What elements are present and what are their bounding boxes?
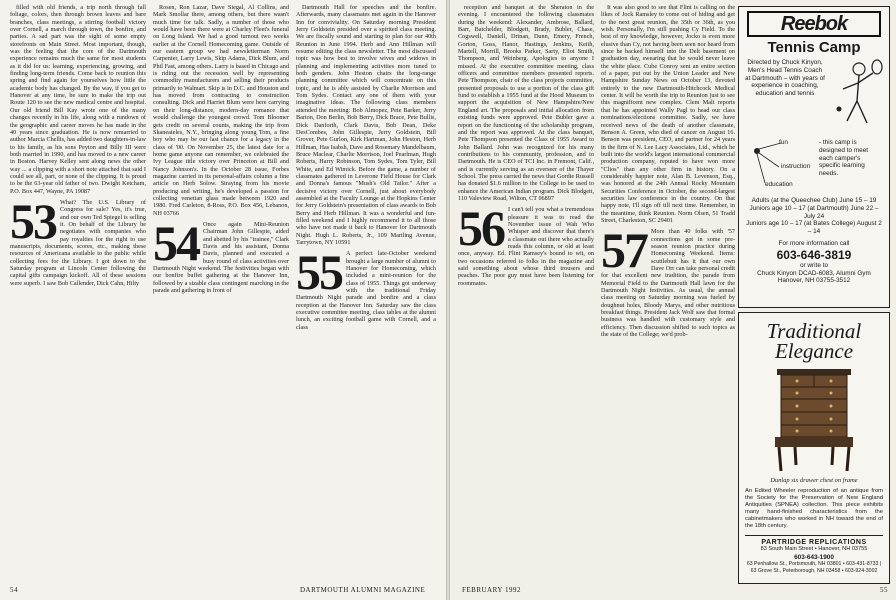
reebok-tennis-camp-ad (738, 6, 890, 308)
class-1956-section (458, 200, 594, 287)
class-notes-text: A perfect late-October weekend brought a large number of alumni to Hanover for Homecoming, which included a mini-reunion for the class of 1955. Things got underway with the traditional Friday Dartmouth Night parade and bonfire and a class reception at the Hanover Inn. Saturday saw the class executive committee meeting, class tables at the alumni lunch, an exciting football game with Cornell, and a class (296, 250, 436, 331)
left-column-1 (10, 4, 146, 579)
class-year-number: 57 (601, 222, 647, 279)
class-year-number: 55 (296, 244, 342, 301)
class-1957-section (601, 222, 735, 339)
class-notes-text: What? The U.S. Library of Congress for sale? Yes, it's true, and our own Ted Spiegel is selling it. On behalf of the Library he negotiates with companies who pay royalties for the right to use manuscripts, documents, scores, etc., making these resources of Americana available to the public while collecting fees for the Library. I got down to the Saturday program at Lincoln Center following the capital gifts campaign kickoff. All of these sessions were superb. I saw Bob Callender, Dick Cahn, Hilty (10, 198, 146, 287)
class-notes-text: More than 40 folks with '57 connections got in some pre-season reunion practice during Homecoming Weekend. Items: scuttlebutt has it that our own Dave Orr can take personal credit for that excellent new tradition, the parade from Memorial Field to the Dartmouth Hall lawn for the Dartmouth Night festivities. As usual, the annual class meeting on Saturday morning was fueled by doughnut holes, Bloody Marys, and other nutritious breakfast things. President Jack Wolf saw that formal business was handled with customary style and efficiency. Then discussion shifted to such topics as the state of the College; we'd prob- (601, 228, 735, 339)
chest-of-drawers-illustration (759, 365, 869, 477)
left-column-3 (296, 4, 436, 579)
class-notes-text: It was also good to see that Flint is calling on the likes of Jock Ramsley to come out of hiding and get to the next great reunion, the 35th or 36th, as you wish. Personally, I'm still pushing Cy Field. To the best of my knowledge, however, Jocko is even more elusive than Cy, not having been seen nor heard from since he backed himself into the Delt basement on graduation day, swearing that he would never leave the white place. Cube Conroy sent an entire section of a paper, put out by the Union Leader and New Hampshire Sunday News on October 13, devoted entirely to the new Dartmouth-Hitchcock Medical center. It will be worth the trip to Reunion just to see this magnificent new complex. Clem Malt reports that he has appointed Wally Pagl to head our class nominations/elections committee. Sadly, we have received news of the death of another classmate, Benson A. Green, who died of cancer on August 16. Benson was president, CEO, and partner for 24 years in the firm of N. Lee Lacy Associates, Ltd., which he built into the world's largest international commercial production company, reputed to have won more "Clios" than any other firm in history. On a considerably happier note, Alan B. Levenson, Esq., was honored at the 24th Annual Rocky Mountain Securities Conference in October, the second-largest securities law conference in the country. On that happy note, I'll sign off till next time. Remember, in the meantime, think Reunion. Norm Olsen, 51 Tradd Street, Charleston, SC 29401 (601, 4, 735, 224)
session-juniors-bates: Juniors age 10 – 17 (at Bates College) August 2 – 14 (746, 220, 882, 236)
ad-headline-line2: Elegance (774, 339, 854, 363)
class-notes-text: filled with old friends, a trip north through fall foliage, colors, then through brown leaves and bare branches, class meetings, a stirring football victory over Cornell, a march through town, the bonfire, and parties. A sad part was the sight of some empty storefronts on Main Street. Most important, though, was the feeling that the core of the Dartmouth experience remains much the same for most students as it did for us: learning, experiencing, growing, and finding long-term friends. Come back to reunion this spring and find again for yourselves how little the academic body has changed. By the way, if you get to Hanover at any time, be sure to make the trip out Route 120 to see the new medical centre and hospital. Our old friend Bill Kay wrote one of the many changes recently in his life, along with a rundown of the geographic and career moves he has made in the 40 years since graduation. He is now remarried to author Marcia Chellis, has added two daughters-in-law to his family, as his sons Peyton and Billy III were both married in 1990, and has moved to a new career in Boston. Harvey Kelley sent along news the other way ... a clipping with a short note attached that said I could see all, part, or none of the clipping. It is proud to be the 63-year old father of two. Dwight Ketcham, P.O. Box 447, Wayne, PA 19087 (10, 4, 146, 195)
ad-divider (745, 535, 883, 536)
page-number-right: 55 (880, 586, 888, 594)
more-info-label: For more information call (778, 239, 850, 247)
write-to-label: or write to (799, 261, 829, 269)
ad-headline-line1: Traditional (766, 319, 862, 343)
left-column-2 (153, 4, 289, 579)
session-adults: Adults (at the Queechee Club) June 15 – 19 (751, 197, 877, 204)
class-1955-section (296, 244, 436, 331)
company-locations: 63 Penhallow St., Portsmouth, NH 03801 • 603-431-8733 | 63 Grove St., Peterborough, NH 03458 • 603-924-3002 (746, 561, 882, 574)
right-column-2 (601, 4, 735, 579)
session-juniors-dartmouth: Juniors age 10 – 17 (at Dartmouth) June 22 – July 24 (749, 204, 879, 220)
class-notes-text: Once again Mini-Reunion Chairman John Gillespie, aided and abetted by his "trainee," Clark Davis and his assistant, Donna Davis, planned and executed a busy round of class activities over Dartmouth Night weekend. The festivities began with our bonfire buffet gathering at the Hanover Inn, followed by a sizable class contingent marching in the parade and gathering in front of (153, 220, 289, 295)
left-page (0, 0, 446, 600)
camp-note: - this camp is designed to meet each camper's specific learning needs. (819, 139, 869, 178)
class-year-number: 53 (10, 192, 56, 249)
ad-description: An Edited Wheeler reproduction of an antique from the Society for the Preservation of New England Antiquities (SPNEA) collection. This piece exhibits many hand-finished characteristics from the cabinetmakers who worked in NH toward the end of the 18th century. (745, 487, 883, 529)
class-notes-text: Rosen, Ron Lazar, Dave Siegal, Al Collins, and Mark Smollar there, among others, but there wasn't much time for talk. Sadly, a number of those who would have been there were at Charley Fleet's funeral on Long Island. We had a good turnout two weeks earlier at the Cornell Homecoming game. Outside of our eastern group we had newsletterman Norm Carpenter, Larry Lewis, Skip Adams, Dick Blum, and Phil Fast, among others. Larry is based in Chicago and is riding out the recession well by representing commodity manufacturers and selling their products primarily to Walmart. Skip is in D.C. and Houston and has moved from contracting to construction consulting. Dick and Harriet Blum were here carrying on their long-distance, modern-day romance that would challenge the youngest crowd. Tom Bloomer gets credit on several counts, making the trip from Skaneateles, N.Y., bringing along young Tom, a fine boy who may be our last chance for a legacy in the class of '00. On November 25, the latest date for a home game anyone can remember, we celebrated the Ivy League title victory over Princeton at Bill and Nancy Johnson's. In the October 28 issue, Forbes magazine carried in its personal-affairs column a fine article on Herb Solow. Straying from his movie producing and writing, he's developed a passion for collecting venetian glass made between 1920 and 1980. Fred Carleton, 8-Ross, P.O. Box 456, Lebanon, NH 03766 (153, 4, 289, 217)
ad-title: Tennis Camp (767, 39, 861, 56)
ad-intro-text: Directed by Chuck Kinyon, Men's Head Tennis Coach at Dartmouth – with years of experience in coaching, education and tennis (745, 59, 825, 98)
camp-label: instruction (781, 163, 811, 170)
page-number-left: 54 (10, 586, 18, 594)
class-year-number: 54 (153, 214, 199, 271)
tennis-player-illustration (829, 59, 885, 137)
ad-intro-block (739, 59, 889, 137)
camp-label: education (765, 181, 793, 188)
ad-phone-number[interactable]: 603-646-3819 (776, 247, 852, 262)
class-1954-section (153, 214, 289, 295)
camp-diagram (745, 137, 883, 191)
right-column-1 (458, 4, 594, 579)
issue-date: FEBRUARY 1992 (462, 586, 521, 594)
class-notes-text: I can't tell you what a tremendous pleasure it was to read the November issue of Wah Who Whisper and discover that there's a classmate out there who actually reads this column, or old at least once, anyway. Ed. Flint Ramsey's bound to wit, on two occasions referred to folks in the magazine and said something about whose third trousers and peaches. The poor guy must have been listening for roommates. (458, 206, 594, 287)
ad-caption: Dunlap six drawer chest on frame (770, 477, 858, 484)
company-address: 83 South Main Street • Hanover, NH 03755 (760, 545, 868, 552)
company-phone[interactable]: 603-643-1900 (794, 553, 834, 561)
partridge-replications-ad (738, 312, 890, 584)
class-year-number: 56 (458, 200, 504, 257)
class-notes-text: reception and banquet at the Sheraton in the evening. I encountered the following classmates during the weekend: Alexander, Ambrose, Ballard, Barr, Batchelder, Blodgett, Brady, Bubler, Chase, Cogswell, Daniell, Drinan, Dunn, Emery, French, Gorton, Goss, Hanor, Hastings, Jenkins, Keith, Martell, Morrill, Brooks Parker, Sarty, Eliot Smith, Thompson, and Weinberg. Apologies to anyone I missed. At the executive committee meeting, class officers and committee members presented reports. Pete Thompson, chair of the class projects committee, presented proposals to use a portion of the class gift fund to establish a 1955 fund at the Hood Museum to support the acquisition of New Hampshire/New England art. The proposals and initial allocation from existing funds were approved. Pete Bubler gave a report on the functioning of the scholarship program, and the report was approved. At the class banquet, Pete Thompson presented the Class of 1955 Award to John Ballard. John was recognized for his many contributions to his community, profession, and to Dartmouth. He is CEO of TCI Inc. in Fremont, Calif., and is currently serving as an overseer of the Thayer School. The press carried the news that Gordie Russell has donated $1.6 million to the College to be used to enhance the American Indian program. Dick Blodgett, 110 Valeview Road, Wilton, CT 06897 (458, 4, 594, 202)
company-name: PARTRIDGE REPLICATIONS (761, 538, 867, 546)
ad-address: Chuck Kinyon DCAD-6083, Alumni Gym Hanover, NH 03755-3512 (757, 269, 871, 285)
magazine-title: DARTMOUTH ALUMNI MAGAZINE (300, 586, 426, 594)
class-notes-text: Dartmouth Hall for speeches and the bonfire. Afterwards, many classmates met again in the Hanover Inn for conviviality. On Saturday morning President Jerry Goldstein presided over a spirited class meeting. We are fiscally sound and starting to plan for our 40th Reunion in June 1994. Herb and Ann Hillman will resume editing the class newsletter. The most discussed topic was how best to involve wives and widows in planning and implementing activities more tuned to both genders. John Heston chairs the long-range planning committee which will concentrate on this topic, and he is ably assisted by Charlie Morrison and Tom Sydes. Contact any one of them with your imaginative ideas. The following class members attended the meeting: Bob Almopez, Pete Barker, Jerry Barton, Don Berlin, Bob Berry, Dick Brace, Pete Bullis, Dick Danforth, Clark Davis, Bob Dean, Deke DesCombes, John Gillespie, Jerry Goldstein, Bill Grover, Pete Gurlon, Kirk Hartman, John Heston, Herb Hillman, Has Isabsh, Dave and Rosemary Mandelbaum, Bruce Maclear, Charlie Morrison, Joel Pearlman, Hugh Roberts, Harry Robinson, Tom Sydes, Tom Tyler, Bill White, and Ed Wimick. Before the game, a number of classmates gathered in Leverone Field House for Clark and Donna's famous "Mush's Old Tailor." After a decisive victory over Cornell, just about everybody assembled at the Faculty Lounge at the Hopkins Center for Jerry Goldstein's presentation of class awards to Bob Berry and Herb Hillman. It was a wonderful and fun-filled weekend and I highly recommend it to all those who have not made it back to Hanover for Dartmouth Night. Hugh L. Roberts, Jr., 109 Martling Avenue, Tarrytown, NY 10591 (296, 4, 436, 246)
reebok-logo: Reebok (747, 11, 881, 37)
camp-label: fun (779, 139, 788, 146)
class-1953-section (10, 192, 146, 287)
